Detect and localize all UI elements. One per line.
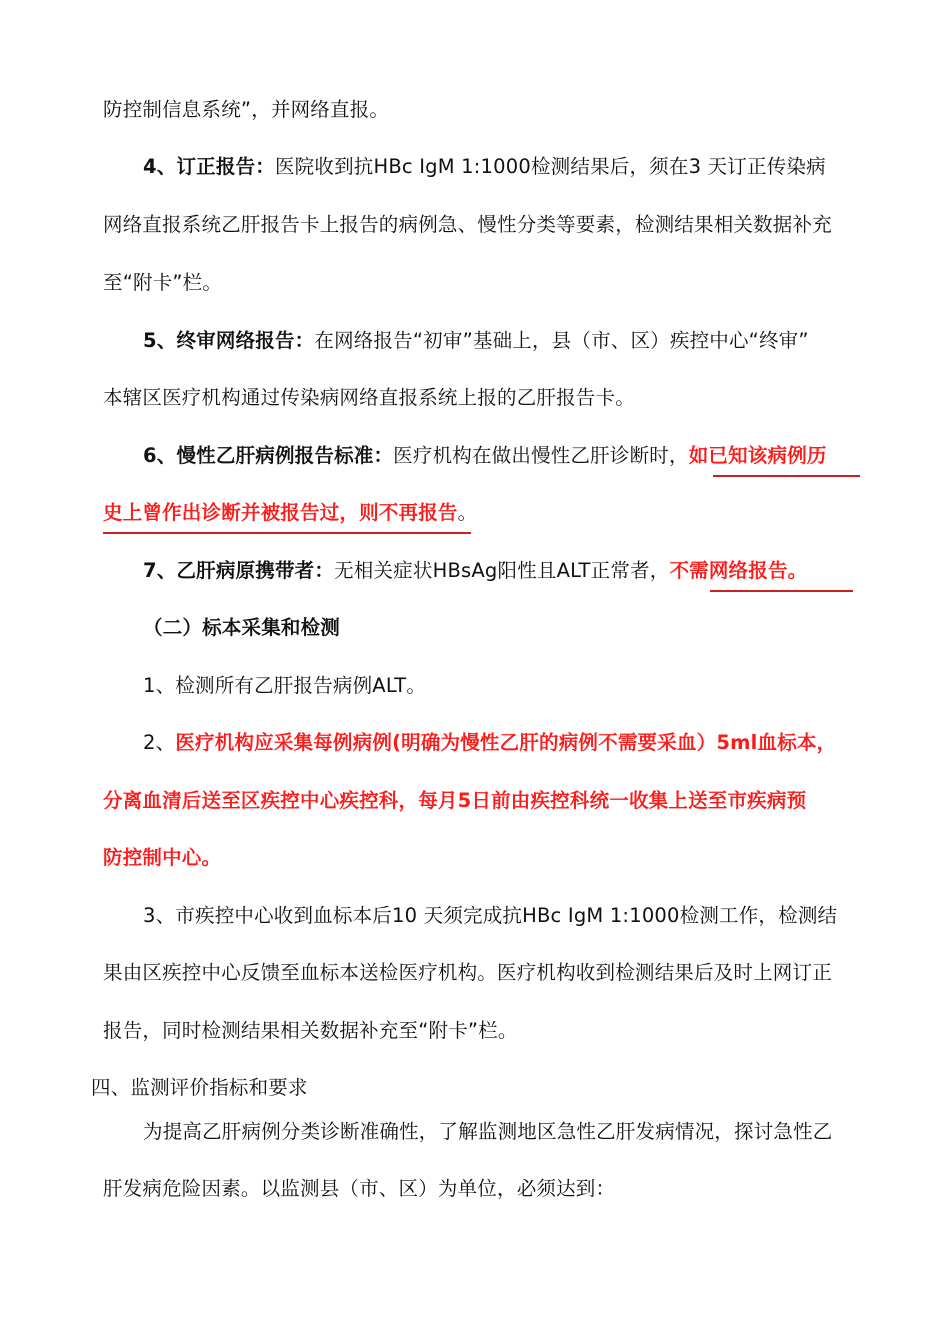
paragraph-line [143,1117,833,1147]
text: 3、市疾控中心收到血标本后10 天须完成抗HBc IgM 1:1000检测工作，检测结 [143,904,838,927]
red-underline [710,590,853,592]
text: 至“附卡”栏。 [103,271,223,294]
item-5-line [143,326,809,356]
text: 网络直报系统乙肝报告卡上报告的病例急、慢性分类等要素，检测结果相关数据补充 [103,213,832,236]
paragraph-line [143,671,426,701]
paragraph-line [143,728,836,758]
item-6-highlight-cont: 史上曾作出诊断并被报告过，则不再报告 [103,501,458,524]
text: 1、检测所有乙肝报告病例ALT。 [143,674,427,697]
paragraph-line [103,95,389,125]
item-6-highlight: 如已知该病例历 [688,444,827,467]
item-7-line [143,556,807,586]
paragraph-line [103,786,806,816]
red-notice: 分离血清后送至区疾控中心疾控科，每月5日前由疾控科统一收集上送至市疾病预 [103,789,807,812]
paragraph-line [103,958,832,988]
item-6-line-2 [103,498,477,528]
text: 。 [457,501,478,524]
chapter-heading [91,1073,308,1103]
paragraph-line [103,1016,518,1046]
item-5-text: 在网络报告“初审”基础上，县（市、区）疾控中心“终审” [314,329,809,352]
item-5-heading: 5、终审网络报告： [143,329,315,352]
text: 本辖区医疗机构通过传染病网络直报系统上报的乙肝报告卡。 [103,386,635,409]
item-4-text: 医院收到抗HBc IgM 1:1000检测结果后，须在3 天订正传染病 [274,155,826,178]
paragraph-line [103,210,832,240]
item-6-line [143,441,827,471]
text: 2、 [143,731,176,754]
item-6-heading: 6、慢性乙肝病例报告标准： [143,444,394,467]
red-underline [713,475,860,477]
text: 肝发病危险因素。以监测县（市、区）为单位，必须达到： [103,1177,616,1200]
section-heading [143,613,340,643]
red-underline [103,532,471,534]
paragraph-line [103,383,635,413]
item-7-heading: 7、乙肝病原携带者： [143,559,335,582]
item-6-text: 医疗机构在做出慢性乙肝诊断时， [393,444,689,467]
text: 果由区疾控中心反馈至血标本送检医疗机构。医疗机构收到检测结果后及时上网订正 [103,961,832,984]
paragraph-line [103,1174,615,1204]
text: 报告，同时检测结果相关数据补充至“附卡”栏。 [103,1019,518,1042]
item-4-line [143,152,826,182]
item-7-highlight: 不需网络报告。 [669,559,808,582]
red-notice: 防控制中心。 [103,846,222,869]
item-4-heading: 4、订正报告： [143,155,275,178]
text: 为提高乙肝病例分类诊断准确性，了解监测地区急性乙肝发病情况，探讨急性乙 [143,1120,833,1143]
text: 四、监测评价指标和要求 [91,1076,308,1099]
text: 防控制信息系统”，并网络直报。 [103,98,390,121]
red-notice: 医疗机构应采集每例病例(明确为慢性乙肝的病例不需要采血）5ml血标本， [175,731,837,754]
paragraph-line [103,268,222,298]
paragraph-line [103,843,221,873]
item-7-text: 无相关症状HBsAg阳性且ALT正常者， [334,559,670,582]
paragraph-line [143,901,837,931]
text: （二）标本采集和检测 [143,616,341,639]
